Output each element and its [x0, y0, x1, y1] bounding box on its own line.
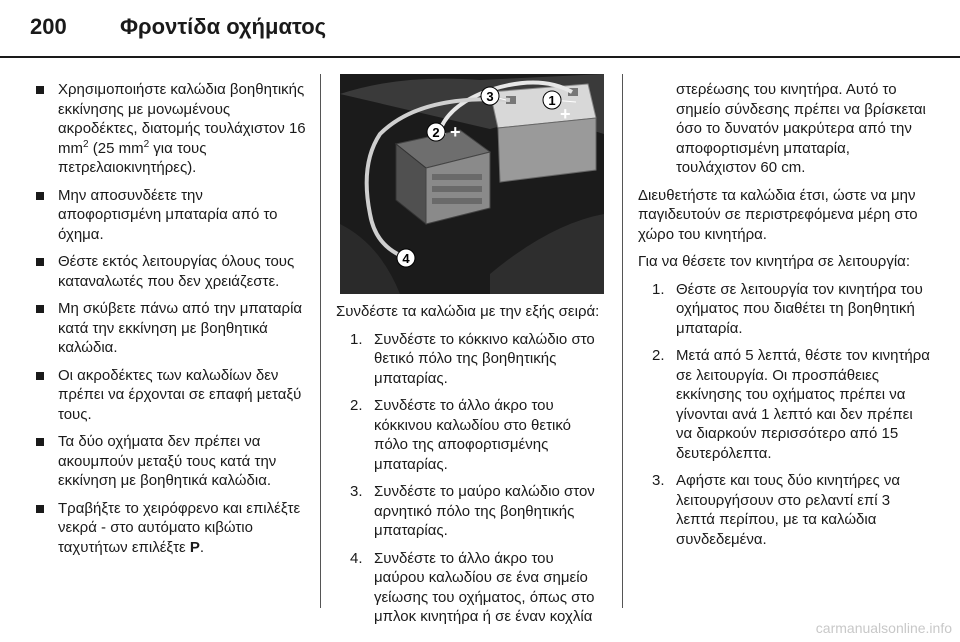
column-3	[638, 80, 930, 557]
list-item: Θέστε εκτός λειτουργίας όλους τους καταναλωτές που δεν χρειάζεστε.	[34, 252, 306, 291]
column-divider-1	[320, 74, 321, 608]
column-divider-2	[622, 74, 623, 608]
header-rule	[0, 56, 960, 58]
callout-3	[481, 87, 499, 105]
callout-4	[397, 249, 415, 267]
svg-text:1: 1	[548, 93, 556, 108]
list-item: Τα δύο οχήματα δεν πρέπει να ακουμπούν μεταξύ τους κατά την εκκίνηση με βοηθητικά καλώδια.	[34, 432, 306, 491]
list-item: Μη σκύβετε πάνω από την μπαταρία κατά την εκκίνηση με βοηθητικά καλώδια.	[34, 299, 306, 358]
column-1	[34, 80, 306, 565]
list-item: 3. Αφήστε και τους δύο κινητήρες να λειτουργήσουν στο ρελαντί επί 3 λεπτά περίπου, με τα καλώδια συνδεδεμένα.	[652, 472, 901, 548]
svg-text:3: 3	[486, 89, 494, 104]
list-item: Μην αποσυνδέετε την αποφορτισμένη μπαταρία από το όχημα.	[34, 186, 306, 245]
list-item: Οι ακροδέκτες των καλωδίων δεν πρέπει να έρχονται σε επαφή μεταξύ τους.	[34, 366, 306, 425]
watermark: carmanualsonline.info	[815, 620, 952, 636]
list-item: 4. Συνδέστε το άλλο άκρο του μαύρου καλωδίου σε ένα σημείο γείωσης του οχήματος, όπως στο μπλοκ κινητήρα ή σε έναν κοχλία	[350, 549, 595, 625]
page-title: Φροντίδα οχήματος	[120, 14, 327, 39]
svg-text:2: 2	[432, 125, 440, 140]
jump-start-illustration	[340, 74, 604, 294]
callout-1	[543, 91, 561, 109]
step-4-continuation: στερέωσης του κινητήρα. Αυτό το σημείο σύνδεσης πρέπει να βρίσκεται όσο το δυνατόν μακρύτερα από την αποφορτισμένη μπαταρία, τουλάχιστον 60 cm.	[676, 81, 926, 176]
plus-sign-1: +	[560, 104, 571, 124]
cable-routing-paragraph: Διευθετήστε τα καλώδια έτσι, ώστε να μην παγιδευτούν σε περιστρεφόμενα μέρη στο χώρο του κινητήρα.	[638, 186, 918, 243]
connection-steps	[336, 330, 608, 627]
list-item: Χρησιμοποιήστε καλώδια βοηθητικής εκκίνησης με μονωμένους ακροδέκτες, διατομής τουλάχιστον 16 $mm^2$ (25 $mm^2$ για τους πετρελαιοκινητήρες).	[34, 80, 306, 178]
start-engine-steps	[638, 280, 930, 550]
list-item: Τραβήξτε το χειρόφρενο και επιλέξτε νεκρά - στο αυτόματο κιβώτιο ταχυτήτων επιλέξτε P.	[34, 499, 306, 558]
discharged-battery	[396, 130, 490, 224]
list-item: 1. Συνδέστε το κόκκινο καλώδιο στο θετικό πόλο της βοηθητικής μπαταρίας.	[350, 330, 595, 387]
callout-2	[427, 123, 445, 141]
page-header	[0, 0, 960, 58]
start-engine-intro: Για να θέσετε τον κινητήρα σε λειτουργία:	[638, 253, 911, 270]
list-item: 3. Συνδέστε το μαύρο καλώδιο στον αρνητικό πόλο της βοηθητικής μπαταρίας.	[350, 483, 595, 539]
engine-bay-drawing	[340, 74, 604, 294]
list-item: 2. Μετά από 5 λεπτά, θέστε τον κινητήρα σε λειτουργία. Οι προσπάθειες εκκίνησης του οχήματος πρέπει να γίνονται ανά 1 λεπτό και δεν πρέπει να διαρκούν περισσότερο από 15 δευτερόλεπτα.	[652, 347, 930, 462]
precautions-list	[34, 80, 306, 557]
plus-sign-2: +	[450, 122, 461, 142]
list-item: 2. Συνδέστε το άλλο άκρο του κόκκινου καλωδίου στο θετικό πόλο της αποφορτισμένης μπαταρίας.	[350, 397, 571, 473]
list-item: 1. Θέστε σε λειτουργία τον κινητήρα του οχήματος που διαθέτει τη βοηθητική μπαταρία.	[652, 280, 923, 337]
connection-intro: Συνδέστε τα καλώδια με την εξής σειρά:	[336, 303, 600, 320]
svg-text:4: 4	[402, 251, 410, 266]
page-number: 200	[30, 14, 67, 39]
column-2	[336, 302, 608, 635]
